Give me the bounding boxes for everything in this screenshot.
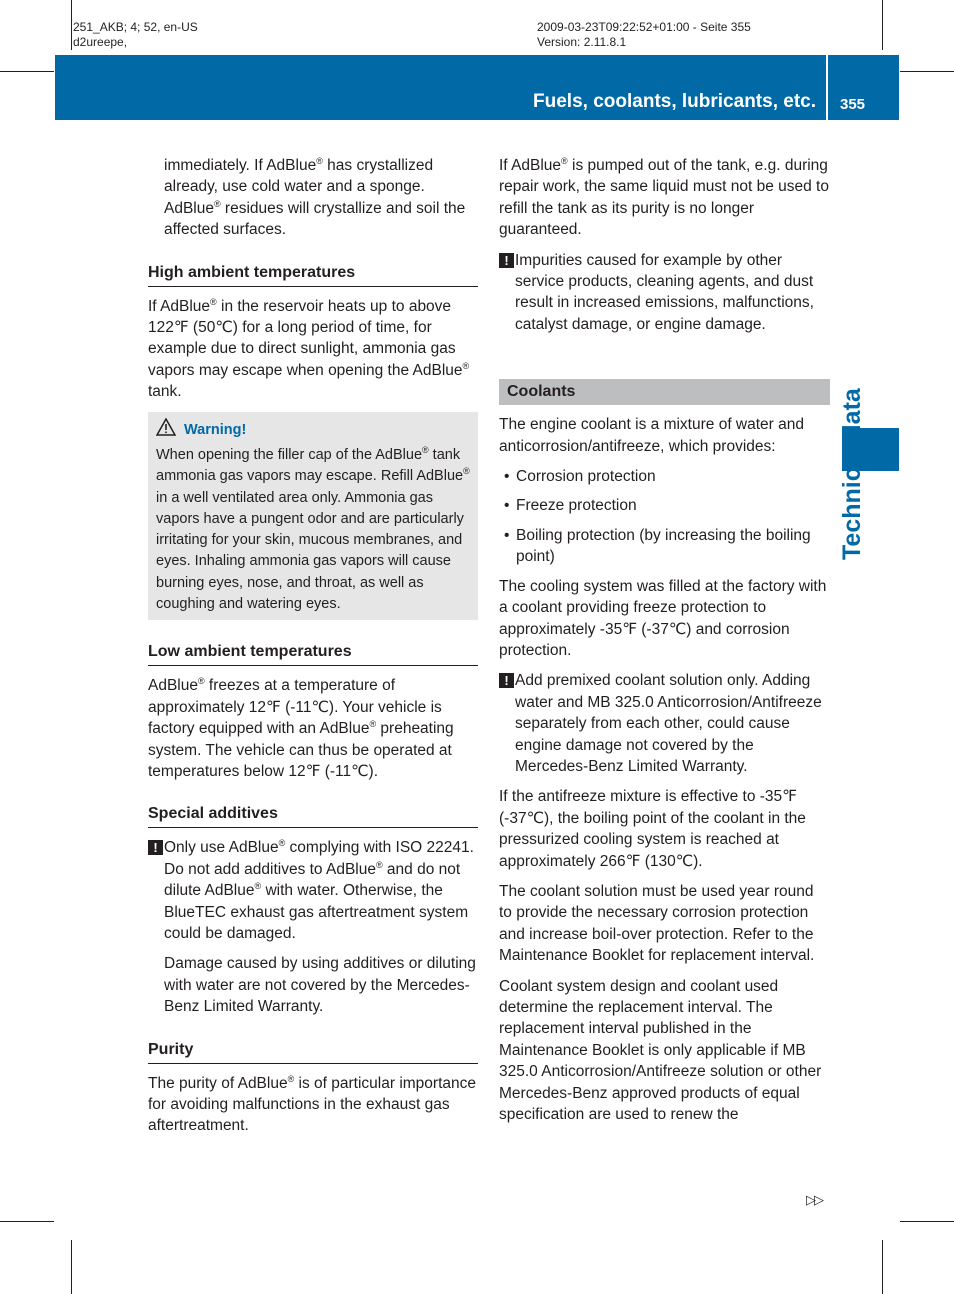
meta-right-line2: Version: 2.11.8.1	[537, 35, 627, 49]
crop-mark	[0, 71, 54, 72]
high-temperatures-paragraph: If AdBlue® in the reservoir heats up to above 122℉ (50℃) for a long period of time, for example due to direct sunlight, ammonia gas vapors may escape when opening the AdBlue® tank.	[148, 296, 470, 401]
right-column	[499, 155, 830, 1134]
heading-coolants: Coolants	[499, 379, 830, 405]
intro-paragraph: immediately. If AdBlue® has crystallized already, use cold water and a sponge. AdBlue® residues will crystallize and soil the affected surfaces.	[164, 156, 466, 239]
purity-paragraph: The purity of AdBlue® is of particular importance for avoiding malfunctions in the exhaust gas aftertreatment.	[148, 1073, 477, 1135]
page-number: 355	[840, 96, 866, 113]
warning-box	[148, 412, 478, 621]
chapter-label: Technical data	[838, 388, 866, 560]
print-meta-right	[537, 20, 751, 50]
year-round-paragraph: The coolant solution must be used year round to provide the necessary corrosion protection and increase boil-over protection. Refer to the Maintenance Booklet for replacement interval.	[499, 882, 815, 965]
meta-right-line1: 2009-03-23T09:22:52+01:00 - Seite 355	[537, 20, 751, 34]
print-meta-left	[73, 20, 198, 50]
exclamation-icon	[499, 253, 514, 268]
crop-mark	[882, 1240, 883, 1294]
exclamation-icon	[148, 840, 163, 855]
meta-left-line1: 251_AKB; 4; 52, en-US	[73, 20, 198, 34]
crop-mark	[900, 1221, 954, 1222]
impurities-note: ! Impurities caused for example by other service products, cleaning agents, and dust result in increased emissions, malfunctions, catalyst damage, or engine damage.	[499, 250, 830, 336]
crop-mark	[900, 71, 954, 72]
heading-purity: Purity	[148, 1040, 478, 1064]
heading-low-temperatures: Low ambient temperatures	[148, 642, 478, 666]
crop-mark	[0, 1221, 54, 1222]
premixed-note: ! Add premixed coolant solution only. Adding water and MB 325.0 Anticorrosion/Antifreeze separately from each other, could cause engine damage not covered by the Mercedes-Benz Limited Warranty.	[499, 670, 830, 777]
low-temperatures-paragraph: AdBlue® freezes at a temperature of approximately 12℉ (-11℃). Your vehicle is factory equipped with an AdBlue® preheating system. The vehicle can thus be operated at temperatures below 12℉ (-11℃).	[148, 676, 454, 780]
replacement-interval-paragraph: Coolant system design and coolant used determine the replacement interval. The replacement interval published in the Maintenance Booklet is only applicable if MB 325.0 Anticorrosion/Antifreeze solution or other Mercedes-Benz approved products of equal specification are used to renew the	[499, 977, 822, 1124]
double-arrow-right-icon: ▷▷	[806, 1192, 822, 1207]
heading-high-temperatures: High ambient temperatures	[148, 263, 478, 287]
warning-label: Warning!	[184, 421, 247, 438]
section-title: Fuels, coolants, lubricants, etc.	[533, 91, 816, 112]
exclamation-icon	[499, 673, 514, 688]
crop-mark	[71, 0, 72, 50]
additives-warranty-text: Damage caused by using additives or diluting with water are not covered by the Mercedes-Benz Limited Warranty.	[164, 955, 476, 1016]
warning-triangle-icon	[156, 418, 176, 443]
factory-fill-paragraph: The cooling system was filled at the factory with a coolant providing freeze protection to approximately -35℉ (-37℃) and corrosion protection.	[499, 577, 827, 659]
crop-mark	[882, 0, 883, 50]
pumped-out-paragraph: If AdBlue® is pumped out of the tank, e.g. during repair work, the same liquid must not be used to refill the tank as its purity is no longer guaranteed.	[499, 156, 829, 239]
list-item: • Corrosion protection	[499, 466, 830, 487]
list-item: • Boiling protection (by increasing the boiling point)	[499, 525, 830, 568]
warning-header	[156, 418, 470, 443]
meta-left-line2: d2ureepe,	[73, 35, 128, 49]
boiling-point-paragraph: If the antifreeze mixture is effective to -35℉ (-37℃), the boiling point of the coolant in the pressurized cooling system is reached at approximately 266℉ (130℃).	[499, 788, 806, 870]
coolant-intro: The engine coolant is a mixture of water and anticorrosion/antifreeze, which provides:	[499, 416, 805, 455]
list-item: • Freeze protection	[499, 495, 830, 516]
crop-mark	[71, 1240, 72, 1294]
heading-special-additives: Special additives	[148, 804, 478, 828]
header-separator	[826, 55, 828, 120]
left-column	[148, 155, 478, 1146]
additives-note: ! Only use AdBlue® complying with ISO 22241. Do not add additives to AdBlue® and do not dilute AdBlue® with water. Otherwise, the BlueTEC exhaust gas aftertreatment system could be damaged.	[148, 837, 478, 944]
warning-text: When opening the filler cap of the AdBlue® tank ammonia gas vapors may escape. Refill AdBlue® in a well ventilated area only. Ammonia gas vapors have a pungent odor and are particularly irritating for your skin, mucous membranes, and eyes. Inhaling ammonia gas vapors will cause burning eyes, nose, and throat, as well as coughing and watering eyes.	[156, 444, 470, 613]
